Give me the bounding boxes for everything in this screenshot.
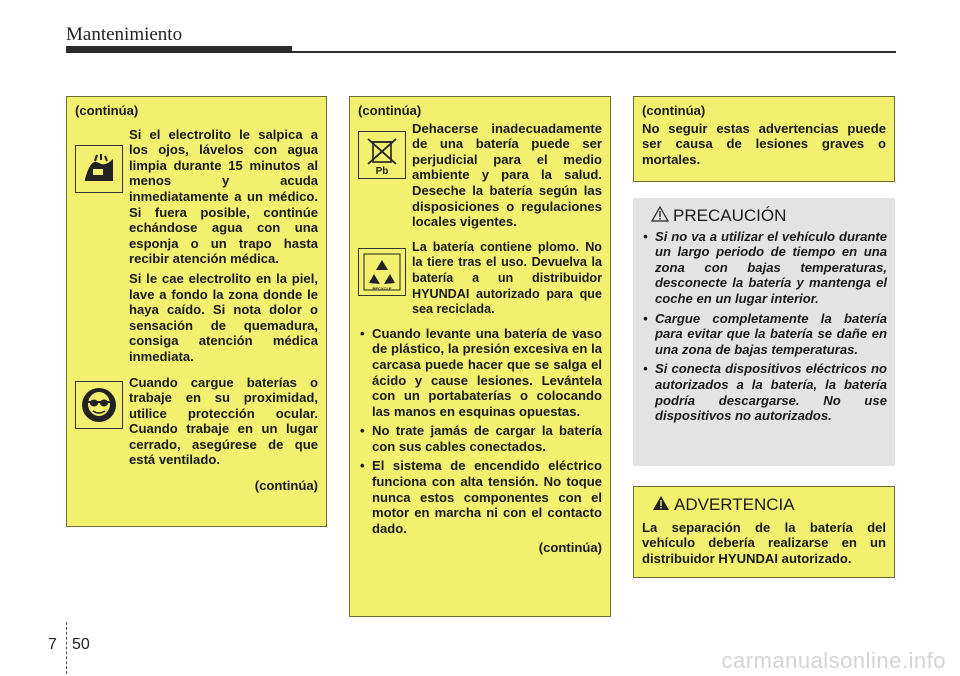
eye-protection-text: Cuando cargue baterías o trabaje en su proximidad, utilice protección ocular. Cuando trabaje en un lugar cerrado, asegúrese de que está ventilado. [129,374,318,468]
page-number: 50 [72,636,90,653]
acid-burn-icon [75,145,123,193]
battery-warning-list [358,326,602,537]
footer-separator [66,622,67,674]
watermark: carmanualsonline.info [721,648,946,673]
warning-text: La separación de la batería del vehículo debería realizarse en un distribuidor HYUNDAI autorizado. [642,519,886,566]
lead-content-text: La batería contiene plomo. No la tiere tras el uso. Devuelva la batería a un distribuidor HYUNDAI autorizado para que sea reciclada. [412,239,602,317]
list-item: • Si conecta dispositivos eléctricos no autorizados a la batería, la batería podría descargarse. No use dispositivos no autorizados. [641,361,887,423]
list-item: • No trate jamás de cargar la batería con sus cables conectados. [358,423,602,454]
warning-title: ADVERTENCIA [674,494,795,514]
electrolyte-eyes-text: Si el electrolito le salpica a los ojos, lávelos con agua limpia durante 15 minutos al menos y acuda inmediatamente a un médico. Si fuera posible, continúe echándose agua con una esponja o un trapo hasta recibir atención médica. [129,126,318,267]
eye-protection-icon [75,381,123,429]
warning-panel [633,486,895,578]
list-item: • Si no va a utilizar el vehículo durante un largo periodo de tiempo en una zona con bajas temperaturas, desconecte la batería y mantenga el coche en un lugar interior. [641,229,887,307]
pb-label: Pb [375,165,389,177]
continued-label: (continúa) [75,103,139,118]
warning-consequence-text: No seguir estas advertencias puede ser causa de lesiones graves o mortales. [642,120,886,167]
list-item: • Cuando levante una batería de vaso de plástico, la presión excesiva en la carcasa puede hacer que se salga el ácido y cause lesiones. Levántela con un portabaterías o colocando las manos en esquinas opuestas. [358,326,602,420]
caution-triangle-icon [651,206,669,225]
continued-label: (continúa) [642,103,706,118]
continued-label-bottom: (continúa) [538,540,602,556]
header-rule [292,51,896,53]
warning-triangle-icon [652,495,670,514]
page-header-title: Mantenimiento [66,24,183,45]
middle-warning-panel [349,96,611,617]
continued-label-bottom: (continúa) [254,478,318,494]
caution-panel [633,198,895,466]
list-item: • Cargue completamente la batería para evitar que la batería se dañe en una zona de bajas temperaturas. [641,311,887,358]
left-warning-panel [66,96,327,527]
caution-title: PRECAUCIÓN [673,205,787,225]
disposal-text: Dehacerse inadecuadamente de una batería puede ser perjudicial para el medio ambiente y para la salud. Deseche la batería según las disposiciones o regulaciones locales vigentes. [412,120,602,230]
recycle-icon [358,248,406,296]
caution-list [641,229,887,424]
recycle-label: RECYCLE [372,285,392,291]
right-continued-panel [633,96,895,182]
list-item: • El sistema de encendido eléctrico funciona con alta tensión. No toque nunca estos componentes con el motor en marcha ni con el contacto dado. [358,458,602,536]
electrolyte-skin-text: Si le cae electrolito en la piel, lave a fondo la zona donde le haya caído. Si nota dolor o sensación de quemadura, consiga atención médica inmediata. [129,270,318,364]
continued-label: (continúa) [358,103,422,118]
no-trash-disposal-icon [358,131,406,179]
chapter-number: 7 [48,636,57,653]
header-bar [66,46,292,53]
